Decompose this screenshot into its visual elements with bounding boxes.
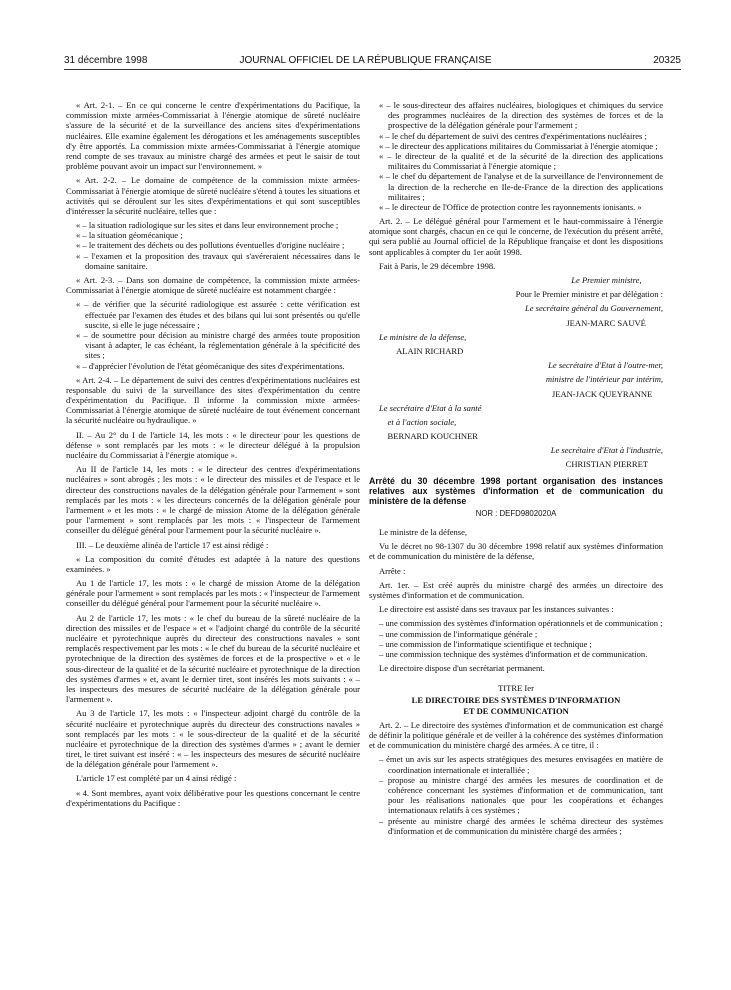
list-item: « – le sous-directeur des affaires nucléaires, biologiques et chimiques du service des programmes nucléaires de la direction des systèmes de forces et de la prospective de la délégation générale pour l'armement ; <box>379 100 663 131</box>
paragraph: Le directoire est assisté dans ses travaux par les instances suivantes : <box>379 604 614 615</box>
titre-heading: TITRE Ier <box>498 683 534 694</box>
signature-industrie-title: Le secrétaire d'Etat à l'industrie, <box>550 445 663 456</box>
list-item: – une commission des systèmes d'information opérationnels et de communication ; <box>379 618 663 629</box>
paragraph: « La composition du comité d'études est adaptée à la nature des questions examinées. » <box>66 553 360 574</box>
list-item: « – l'examen et la proposition des travaux qui s'avéreraient nécessaires dans le domaine sanitaire. <box>76 250 360 271</box>
list <box>369 618 663 659</box>
header-page-number: 20325 <box>653 55 681 66</box>
signature-pm-title: Le Premier ministre, <box>571 275 642 285</box>
list-item: « – le directeur des applications militaires du Commissariat à l'énergie atomique ; <box>379 140 658 151</box>
paragraph: Le directoire dispose d'un secrétariat permanent. <box>379 663 545 674</box>
article-2b: Art. 2. – Le directoire des systèmes d'information et de communication est chargé de définir la politique générale et de veiller à la cohérence des systèmes d'information et de communication du ministère chargé des armées. A ce titre, il : <box>369 719 663 751</box>
article-1: Art. 1er. – Est créé auprès du ministre chargé des armées un directoire des systèmes d'information et de communication. <box>369 579 663 600</box>
list-item: « – d'apprécier l'évolution de l'état géomécanique des sites d'expérimentations. <box>76 360 345 371</box>
paragraph: L'article 17 est complété par un 4 ainsi rédigé : <box>76 773 237 784</box>
paragraph: Au 3 de l'article 17, les mots : « l'inspecteur adjoint chargé du contrôle de la sécurité nucléaire et pyrotechnique auprès du directeur des constructions navales » sont remplacés par les mots : « le sous-directeur de la qualité et de la sécurité nucléaire et pyrotechnique de la direction des systèmes d'armes » ; avant le dernier tiret, le tiret suivant est inséré : « – les inspecteurs des mesures de sécurité nucléaire de la délégation générale pour l'armement ». <box>66 708 360 770</box>
list <box>369 100 663 212</box>
right-column <box>369 100 663 840</box>
list-item: « – le directeur de la qualité et de la sécurité de la direction des applications militaires du Commissariat à l'énergie atomique ; <box>379 150 663 172</box>
list <box>369 754 663 836</box>
list-item: – une commission technique des systèmes d'information et de communication. <box>379 648 648 659</box>
header-date: 31 décembre 1998 <box>64 55 148 66</box>
signature-pm-name: JEAN-MARC SAUVÉ <box>566 317 646 328</box>
left-column <box>66 100 360 812</box>
paragraph: II. – Au 2° du I de l'article 14, les mots : « le directeur pour les questions de défense » sont remplacés par les mots : « le directeur délégué à la propulsion nucléaire du Commissariat à l'énergie atomique ». <box>66 429 360 460</box>
paragraph: Arrête : <box>379 565 406 576</box>
signature-sante-subtitle: et à l'action sociale, <box>387 416 457 427</box>
list-item: « – de vérifier que la sécurité radiologique est assurée : cette vérification est effectuée par l'examen des études et des bilans qui lui sont présentés ou qu'elle suscite, si elle le juge nécessaire ; <box>76 299 360 330</box>
signature-pm-secretary: Le secrétaire général du Gouvernement, <box>524 303 663 314</box>
paragraph: « 4. Sont membres, ayant voix délibérative pour les questions concernant le centre d'expérimentations du Pacifique : <box>66 787 360 808</box>
list-item: – propose au ministre chargé des armées les mesures de coordination et de cohérence concernant les systèmes d'information et de communication, tant pour les réalisations nationales que pour les coopérations et échanges internationaux relatifs à ces systèmes ; <box>379 774 663 816</box>
paragraph: « Art. 2-2. – Le domaine de compétence de la commission mixte armées-Commissariat à l'énergie atomique de sûreté nucléaire s'étend à toutes les situations et activités qui se déroulent sur les sites d'expérimentations et qui sont susceptibles d'intéresser la sécurité nucléaire, telles que : <box>66 175 360 216</box>
list <box>66 220 360 271</box>
paragraph: Vu le décret no 98-1307 du 30 décembre 1998 relatif aux systèmes d'information et de communication du ministère de la défense, <box>369 541 663 562</box>
signature-defense-name: ALAIN RICHARD <box>396 345 464 356</box>
list <box>66 299 360 370</box>
arrete-title: Arrêté du 30 décembre 1998 portant organisation des instances relatives aux systèmes d'information et de communication du ministère de la défense <box>369 475 663 507</box>
list-item: « – le traitement des déchets ou des pollutions éventuelles d'origine nucléaire ; <box>76 240 345 251</box>
article-2: Art. 2. – Le délégué général pour l'armement et le haut-commissaire à l'énergie atomique sont chargés, chacun en ce qui le concerne, de l'exécution du présent arrêté, qui sera publié au Journal officiel de la République française et dont les dispositions sont applicables à compter du 1er août 1998. <box>369 216 663 257</box>
list-item: – une commission de l'informatique générale ; <box>379 628 538 639</box>
list-item: « – de soumettre pour décision au ministre chargé des armées toute proposition visant à adapter, le cas échéant, la réglementation générale à la spécificité des sites ; <box>76 329 360 361</box>
signature-om-title: Le secrétaire d'Etat à l'outre-mer, <box>548 360 663 371</box>
list-item: « – le chef du département de suivi des centres d'expérimentations nucléaires ; <box>379 130 647 141</box>
signature-industrie-name: CHRISTIAN PIERRET <box>565 459 649 470</box>
list-item: « – la situation radiologique sur les sites et dans leur environnement proche ; <box>76 220 339 231</box>
header-title: JOURNAL OFFICIEL DE LA RÉPUBLIQUE FRANÇAISE <box>239 55 492 66</box>
signature-sante-name: BERNARD KOUCHNER <box>387 431 479 442</box>
header-rule <box>64 69 681 70</box>
page-header <box>0 0 731 70</box>
signature-sante-title: Le secrétaire d'Etat à la santé <box>379 402 482 413</box>
list-item: « – la situation géomécanique ; <box>76 230 183 241</box>
signature-pm-delegation: Pour le Premier ministre et par délégation : <box>515 289 663 300</box>
list-item: « – le directeur de l'Office de protection contre les rayonnements ionisants. » <box>379 201 642 212</box>
list-item: – émet un avis sur les aspects stratégiques des mesures envisagées en matière de coordination internationale et interalliée ; <box>379 754 663 775</box>
list-item: – une commission de l'informatique scientifique et technique ; <box>379 638 592 649</box>
signature-om-subtitle: ministre de l'intérieur par intérim, <box>545 374 663 385</box>
fait-a-paris: Fait à Paris, le 29 décembre 1998. <box>379 260 496 271</box>
paragraph: « Art. 2-3. – Dans son domaine de compétence, la commission mixte armées-Commissariat à l'énergie atomique de sûreté nucléaire est notamment chargée : <box>66 275 360 296</box>
paragraph: Au II de l'article 14, les mots : « le directeur des centres d'expérimentations nucléaires » sont abrogés ; les mots : « le directeur des missiles et de l'espace et le directeur des constructions navales de la délégation générale pour l'armement » sont remplacés par les mots : « les directeurs concernés de la délégation générale pour l'armement » et les mots : « le chargé de mission Atome de la délégation générale pour l'armement » sont remplacés par les mots : « l'inspecteur de l'armement conseiller du délégué général pour l'armement pour la sécurité nucléaire ». <box>66 464 360 536</box>
paragraph: III. – Le deuxième alinéa de l'article 17 est ainsi rédigé : <box>76 539 269 550</box>
signature-om-name: JEAN-JACK QUEYRANNE <box>551 388 653 399</box>
list-item: – présente au ministre chargé des armées le schéma directeur des systèmes d'information et de communication du ministère chargé des armées ; <box>379 815 663 836</box>
paragraph: Au 1 de l'article 17, les mots : « le chargé de mission Atome de la délégation générale pour l'armement » sont remplacés par les mots : « l'inspecteur de l'armement conseiller du délégué général pour l'armement pour la sécurité nucléaire ». <box>66 578 360 609</box>
paragraph: « Art. 2-4. – Le département de suivi des centres d'expérimentations nucléaires est responsable du suivi de la surveillance des sites d'expérimentation du centre d'expérimentation du Pacifique. Il informe la commission mixte armées-Commissariat à l'énergie atomique de sûreté nucléaire de tout événement concernant la sécurité nucléaire ou hydraulique. » <box>66 374 360 426</box>
paragraph: Au 2 de l'article 17, les mots : « le chef du bureau de la sûreté nucléaire de la direction des missiles et de l'espace » et « l'adjoint chargé du contrôle de la sécurité nucléaire et pyrotechnique auprès du directeur des constructions navales » sont remplacés respectivement par les mots : « le chef du bureau de la sécurité nucléaire et pyrotechnique de la direction des systèmes de forces et de la prospective » et « le sous-directeur de la qualité et de la sécurité nucléaire et pyrotechnique de la direction des systèmes d'armes » et, avant le dernier tiret, sont insérés les mots suivants : « – les inspecteurs des mesures de sécurité nucléaire de la délégation générale pour l'armement ». <box>66 612 360 705</box>
paragraph: Le ministre de la défense, <box>379 527 468 538</box>
list-item: « – le chef du département de l'analyse et de la surveillance de l'environnement de la direction de la recherche en Ile-de-France de la direction des applications militaires ; <box>379 171 663 202</box>
nor-reference: NOR : DEFD9802020A <box>475 508 557 518</box>
paragraph: « Art. 2-1. – En ce qui concerne le centre d'expérimentations du Pacifique, la commission mixte armées-Commissariat à l'énergie atomique de sûreté nucléaire s'assure de la sécurité et de la surveillance des anciens sites d'expérimentations nucléaires. Elle examine également les dérogations et les aménagements susceptibles d'y être apportés. La commission mixte armées-Commissariat à l'énergie atomique rend compte de ses travaux au ministre chargé des armées et peut le saisir de tout problème pouvant avoir un impact sur l'environnement. » <box>66 100 360 172</box>
signature-defense-title: Le ministre de la défense, <box>379 331 467 342</box>
titre-subheading: LE DIRECTOIRE DES SYSTÈMES D'INFORMATION ET DE COMMUNICATION <box>411 695 621 716</box>
